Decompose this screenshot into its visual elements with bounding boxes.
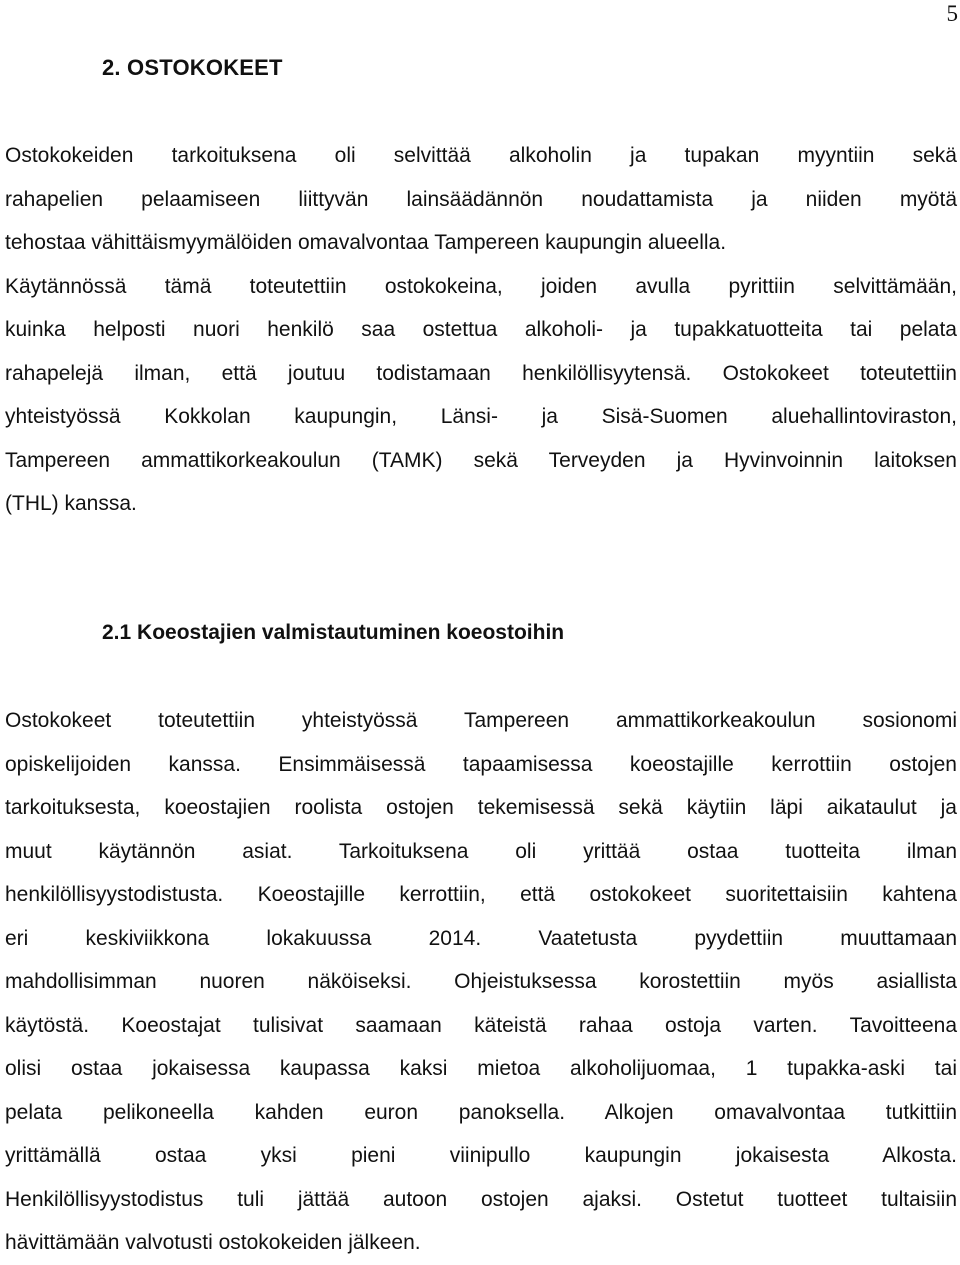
text-line: rahapelejä ilman, että joutuu todistamaan henkilöllisyytensä. Ostokokeet toteutettiin	[5, 361, 957, 385]
text-line: olisi ostaa jokaisessa kaupassa kaksi mietoa alkoholijuomaa, 1 tupakka-aski tai	[5, 1057, 957, 1080]
text-line: (THL) kanssa.	[5, 492, 137, 515]
text-line: eri keskiviikkona lokakuussa 2014. Vaatetusta pyydettiin muuttamaan	[5, 926, 957, 950]
text-line: yrittämällä ostaa yksi pieni viinipullo kaupungin jokaisesta Alkosta.	[5, 1144, 957, 1167]
text-line: pelata pelikoneella kahden euron panoksella. Alkojen omavalvontaa tutkittiin	[5, 1100, 957, 1124]
text-line: henkilöllisyystodistusta. Koeostajille kerrottiin, että ostokokeet suoritettaisiin kahtena	[5, 883, 957, 906]
text-line: rahapelien pelaamiseen liittyvän lainsäädännön noudattamista ja niiden myötä	[5, 187, 957, 211]
text-line: Ostokokeiden tarkoituksena oli selvittää alkoholin ja tupakan myyntiin sekä	[5, 144, 957, 167]
text-line: tarkoituksesta, koeostajien roolista ostojen tekemisessä sekä käytiin läpi aikataulut ja	[5, 796, 957, 819]
page-number: 5	[946, 1, 958, 26]
text-line: kuinka helposti nuori henkilö saa ostettua alkoholi- ja tupakkatuotteita tai pelata	[5, 318, 957, 341]
text-line: tehostaa vähittäismyymälöiden omavalvontaa Tampereen kaupungin alueella.	[5, 231, 727, 254]
section-heading: 2. OSTOKOKEET	[102, 55, 283, 80]
text-line: opiskelijoiden kanssa. Ensimmäisessä tapaamisessa koeostajille kerrottiin ostojen	[5, 752, 957, 776]
subsection-heading: 2.1 Koeostajien valmistautuminen koeostoihin	[102, 621, 565, 644]
paragraph-intro	[5, 134, 957, 526]
text-line: Henkilöllisyystodistus tuli jättää autoon ostojen ajaksi. Ostetut tuotteet tultaisiin	[5, 1187, 957, 1211]
text-line: Tampereen ammattikorkeakoulun (TAMK) sekä Terveyden ja Hyvinvoinnin laitoksen	[5, 448, 957, 472]
text-line: Ostokokeet toteutettiin yhteistyössä Tampereen ammattikorkeakoulun sosionomi	[5, 709, 957, 732]
text-line: hävittämään valvotusti ostokokeiden jälkeen.	[5, 1231, 421, 1254]
text-line: Käytännössä tämä toteutettiin ostokokeina, joiden avulla pyrittiin selvittämään,	[5, 274, 957, 298]
paragraph-preparation	[5, 699, 957, 1265]
text-line: käytöstä. Koeostajat tulisivat saamaan käteistä rahaa ostoja varten. Tavoitteena	[5, 1013, 957, 1037]
text-line: mahdollisimman nuoren näköiseksi. Ohjeistuksessa korostettiin myös asiallista	[5, 970, 957, 993]
text-line: yhteistyössä Kokkolan kaupungin, Länsi- ja Sisä-Suomen aluehallintoviraston,	[5, 405, 957, 428]
text-line: muut käytännön asiat. Tarkoituksena oli yrittää ostaa tuotteita ilman	[5, 839, 957, 863]
